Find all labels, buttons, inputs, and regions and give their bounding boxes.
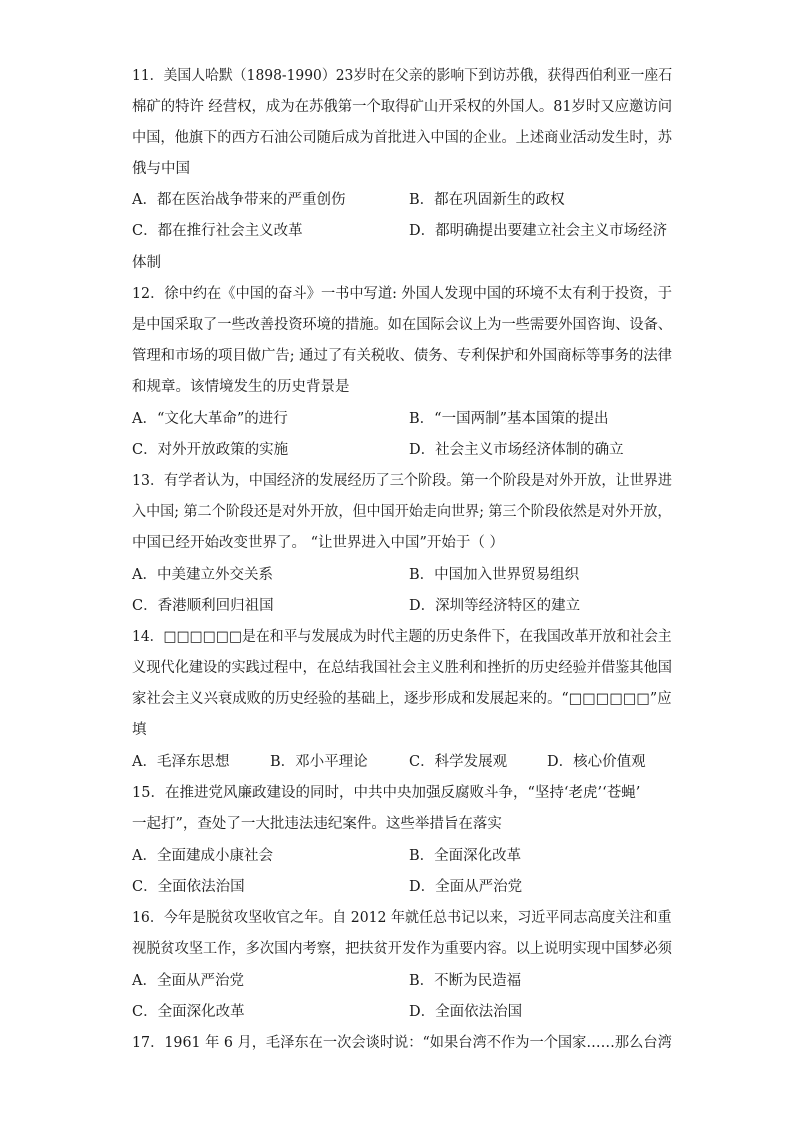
question-11-option-b: B．都在巩固新生的政权 bbox=[409, 192, 565, 208]
question-13-line: 入中国; 第二个阶段还是对外开放，但中国开始走向世界; 第三个阶段依然是对外开放， bbox=[132, 504, 672, 520]
question-11-line: 棉矿的特许 经营权，成为在苏俄第一个取得矿山开采权的外国人。81岁时又应邀访问 bbox=[132, 99, 673, 115]
question-11-line: 中国，他旗下的西方石油公司随后成为首批进入中国的企业。上述商业活动发生时，苏 bbox=[132, 130, 672, 146]
question-14-option-a: A．毛泽东思想 bbox=[132, 754, 230, 770]
question-13-line: 中国已经开始改变世界了。 “让世界进入中国”开始于（ ） bbox=[132, 535, 505, 551]
question-12-line: 和规章。该情境发生的历史背景是 bbox=[132, 379, 350, 395]
question-15-option-c: C．全面依法治国 bbox=[132, 879, 245, 895]
question-12-option-a: A．“文化大革命”的进行 bbox=[132, 411, 288, 427]
question-15-option-b: B．全面深化改革 bbox=[409, 848, 522, 864]
question-11-option-c: C．都在推行社会主义改革 bbox=[132, 223, 303, 239]
question-14-option-d: D．核心价值观 bbox=[547, 754, 646, 770]
question-17-line: 17．1961 年 6 月，毛泽东在一次会谈时说：“如果台湾不作为一个国家……那么台湾 bbox=[132, 1035, 672, 1051]
question-14-line: 填 bbox=[132, 722, 147, 738]
question-14-line: 家社会主义兴衰成败的历史经验的基础上，逐步形成和发展起来的。“□□□□□□”应 bbox=[132, 691, 672, 707]
question-12-line: 是中国采取了一些改善投资环境的措施。如在国际会议上为一些需要外国咨询、设备、 bbox=[132, 317, 672, 333]
question-12-line: 管理和市场的项目做广告; 通过了有关税收、债务、专利保护和外国商标等事务的法律 bbox=[132, 348, 672, 364]
question-13-line: 13．有学者认为，中国经济的发展经历了三个阶段。第一个阶段是对外开放，让世界进 bbox=[132, 473, 672, 489]
question-13-option-d: D．深圳等经济特区的建立 bbox=[409, 598, 581, 614]
question-15-option-a: A．全面建成小康社会 bbox=[132, 848, 273, 864]
question-16-line: 16．今年是脱贫攻坚收官之年。自 2012 年就任总书记以来，习近平同志高度关注和重 bbox=[132, 910, 672, 926]
question-12-option-c: C．对外开放政策的实施 bbox=[132, 442, 289, 458]
question-12-option-b: B．“一国两制”基本国策的提出 bbox=[409, 411, 609, 427]
question-15-line: 一起打”，查处了一大批违法违纪案件。这些举措旨在落实 bbox=[132, 816, 502, 832]
question-13-option-a: A．中美建立外交关系 bbox=[132, 567, 273, 583]
question-12-option-d: D．社会主义市场经济体制的确立 bbox=[409, 442, 624, 458]
question-11-option-d-tail: 体制 bbox=[132, 255, 161, 271]
question-16-option-b: B．不断为民造福 bbox=[409, 973, 522, 989]
question-11-option-a: A．都在医治战争带来的严重创伤 bbox=[132, 192, 346, 208]
question-14-line: 义现代化建设的实践过程中，在总结我国社会主义胜利和挫折的历史经验并借鉴其他国 bbox=[132, 660, 672, 676]
question-14-option-c: C．科学发展观 bbox=[409, 754, 508, 770]
question-15-line: 15．在推进党风廉政建设的同时，中共中央加强反腐败斗争，“坚持‘老虎’‘苍蝇’ bbox=[132, 785, 641, 801]
question-13-option-b: B．中国加入世界贸易组织 bbox=[409, 567, 580, 583]
question-16-line: 视脱贫攻坚工作，多次国内考察，把扶贫开发作为重要内容。以上说明实现中国梦必须 bbox=[132, 941, 672, 957]
question-13-option-c: C．香港顺利回归祖国 bbox=[132, 598, 274, 614]
question-14-option-b: B．邓小平理论 bbox=[270, 754, 368, 770]
question-16-option-c: C．全面深化改革 bbox=[132, 1004, 245, 1020]
question-12-line: 12．徐中约在《中国的奋斗》一书中写道: 外国人发现中国的环境不太有利于投资，于 bbox=[132, 286, 672, 302]
question-11-line: 11．美国人哈默（1898-1990）23岁时在父亲的影响下到访苏俄，获得西伯利亚一座石 bbox=[132, 68, 673, 84]
question-11-option-d: D．都明确提出要建立社会主义市场经济 bbox=[409, 223, 668, 239]
question-16-option-a: A．全面从严治党 bbox=[132, 973, 244, 989]
question-15-option-d: D．全面从严治党 bbox=[409, 879, 523, 895]
question-14-line: 14．□□□□□□是在和平与发展成为时代主题的历史条件下，在我国改革开放和社会主 bbox=[132, 629, 672, 645]
question-11-line: 俄与中国 bbox=[132, 161, 190, 177]
question-16-option-d: D．全面依法治国 bbox=[409, 1004, 523, 1020]
